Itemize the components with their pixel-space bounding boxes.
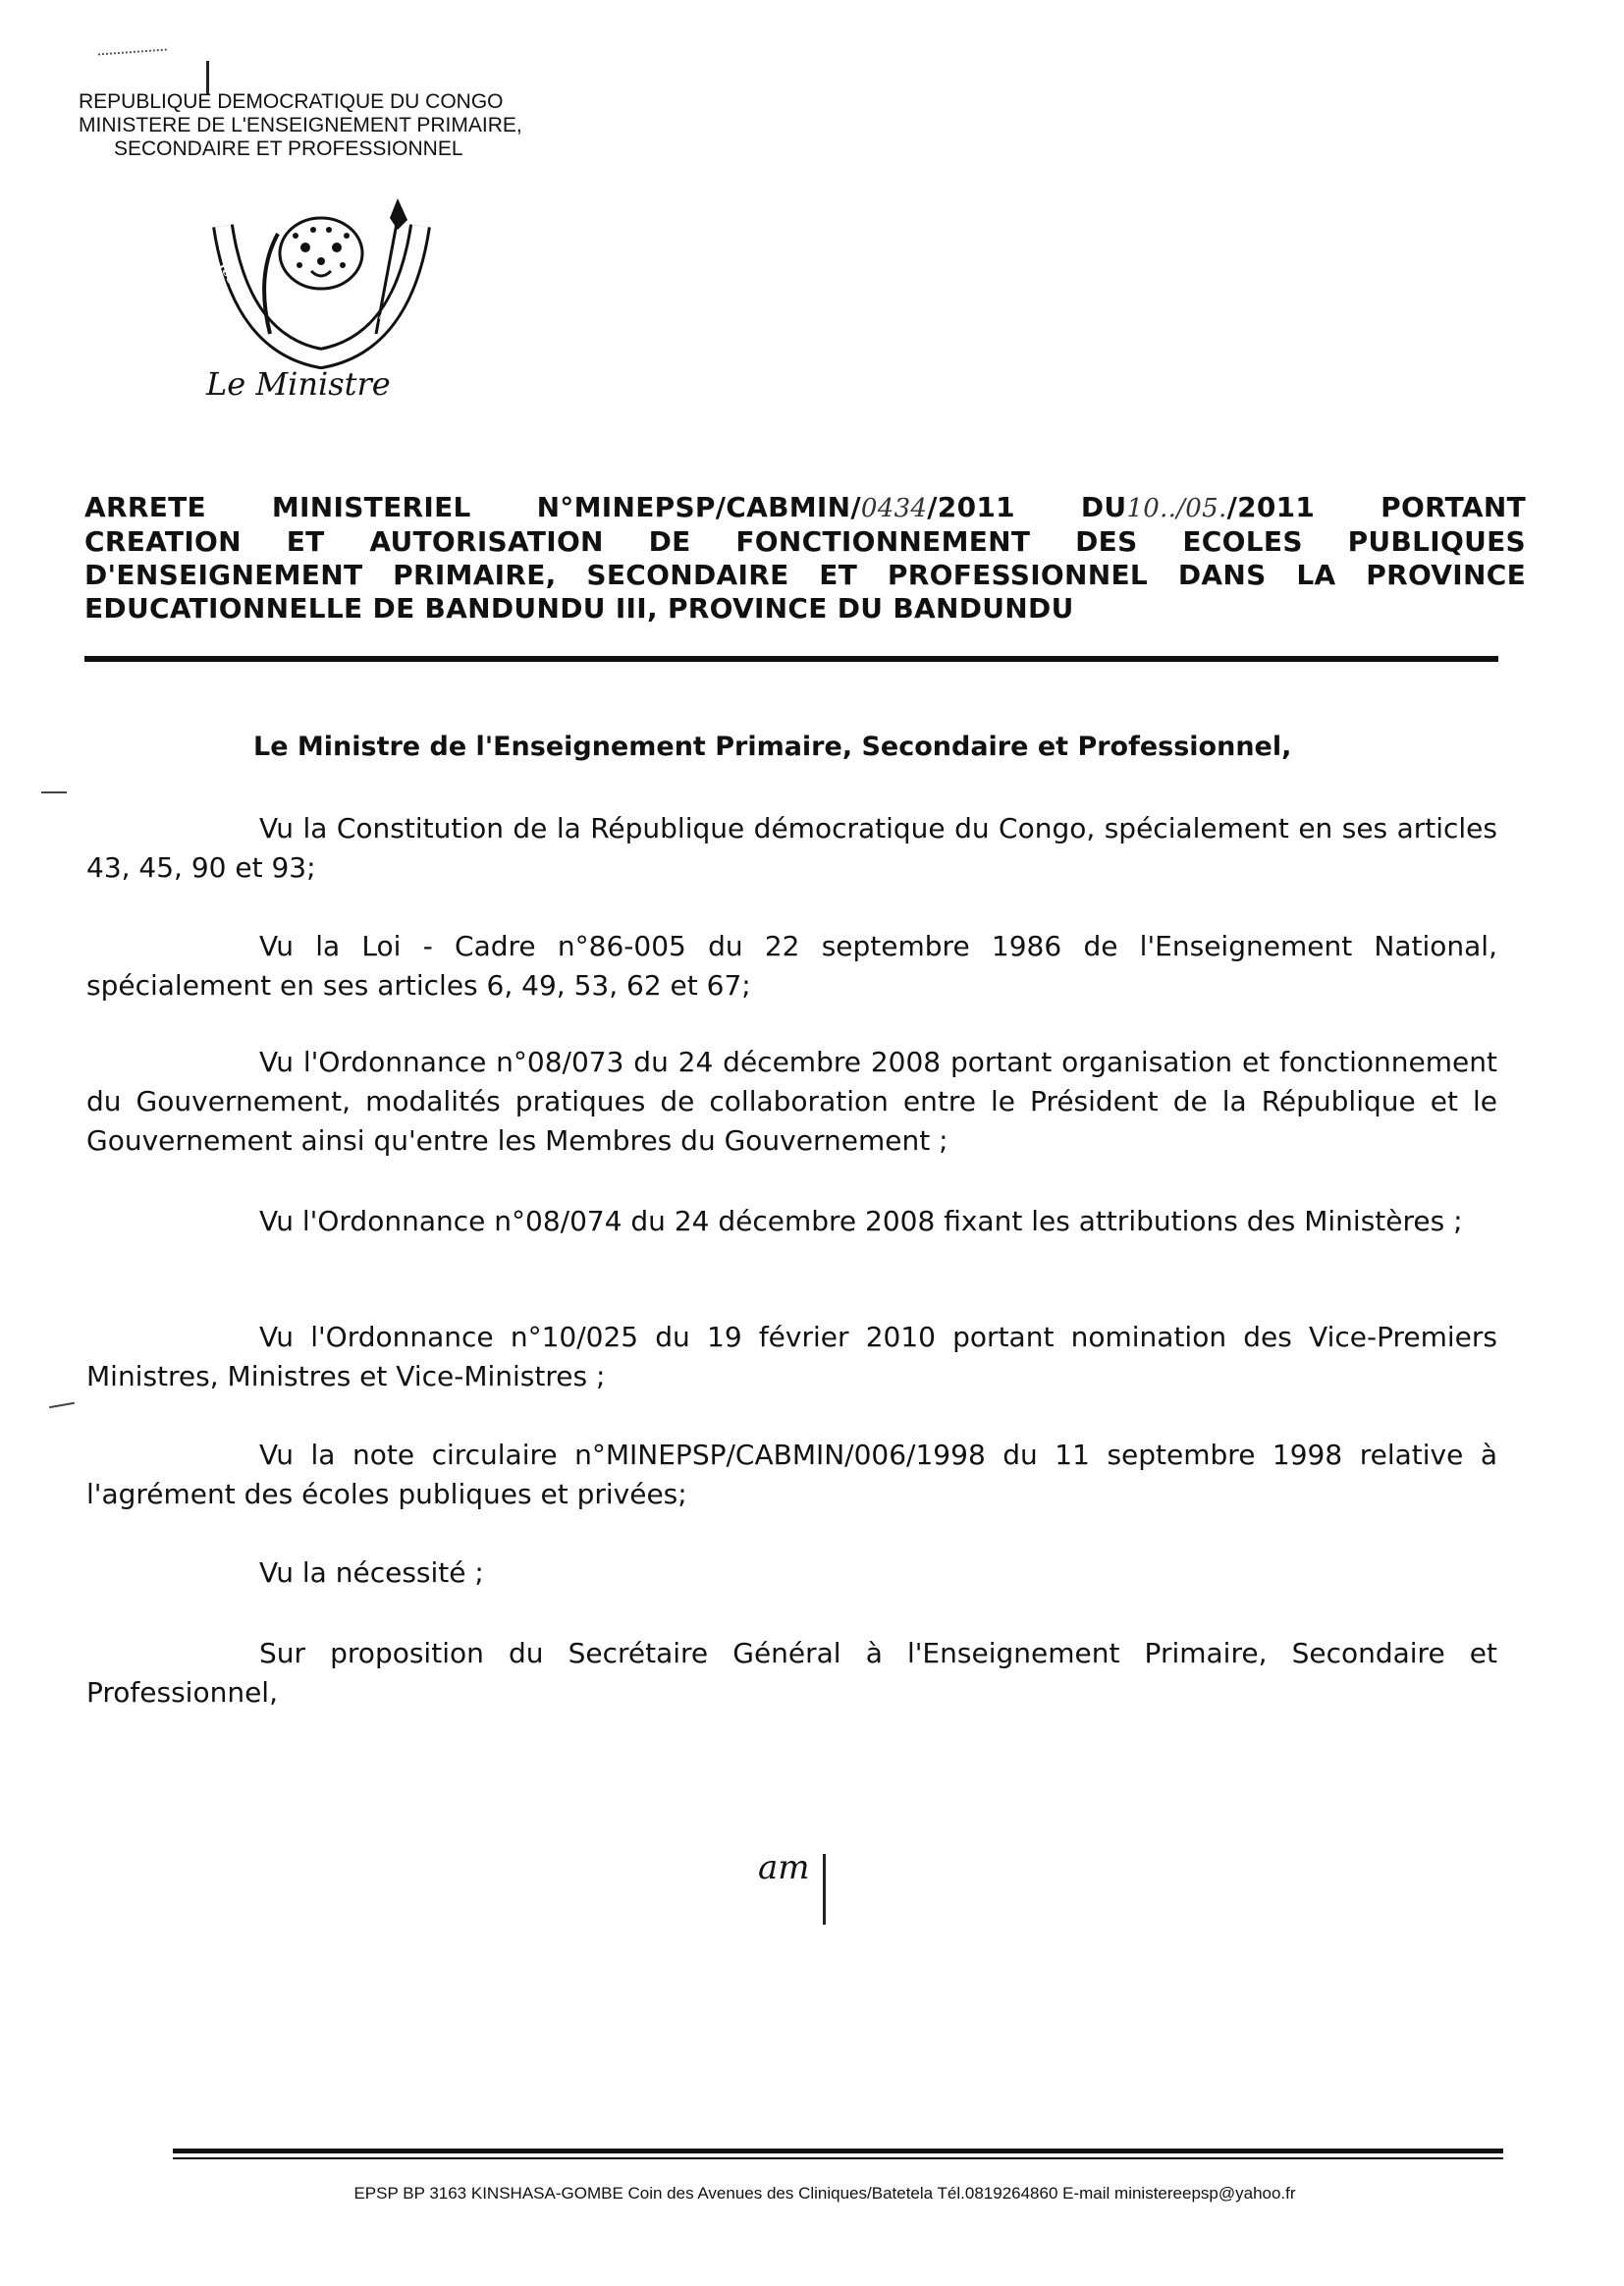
decree-date-handwritten: 10../05. xyxy=(1126,494,1227,523)
decree-title-line-1 xyxy=(84,491,1526,525)
letterhead-ministry-cont: SECONDAIRE ET PROFESSIONNEL xyxy=(114,137,463,160)
letterhead-ministry: MINISTERE DE L'ENSEIGNEMENT PRIMAIRE, xyxy=(79,114,522,136)
margin-mark xyxy=(41,791,67,793)
decree-title-du: /2011 DU xyxy=(927,491,1127,523)
decree-title-prefix: ARRETE MINISTERIEL N°MINEPSP/CABMIN/ xyxy=(84,491,861,523)
letterhead-republic: REPUBLIQUE DEMOCRATIQUE DU CONGO xyxy=(79,90,504,113)
scan-scribble xyxy=(98,49,167,59)
decree-number-handwritten: 0434 xyxy=(860,494,928,523)
footer-rule xyxy=(173,2149,1503,2153)
pen-mark xyxy=(206,61,209,94)
footer-rule-thin xyxy=(173,2157,1503,2159)
signatory-title: Le Ministre xyxy=(206,365,391,403)
emblem-motto-right: TRAVAIL xyxy=(377,270,414,324)
letterhead xyxy=(79,90,522,161)
preamble-heading: Le Ministre de l'Enseignement Primaire, Secondaire et Professionnel, xyxy=(253,732,1292,762)
decree-title-line-4: EDUCATIONNELLE DE BANDUNDU III, PROVINCE DU BANDUNDU xyxy=(84,592,1074,625)
margin-mark xyxy=(49,1402,75,1408)
decree-title-portant: /2011 PORTANT xyxy=(1226,491,1526,523)
considerant-5: Vu l'Ordonnance n°10/025 du 19 février 2010 portant nomination des Vice-Premiers Ministres, Ministres et Vice-Ministres ; xyxy=(86,1321,1497,1392)
handwritten-initials: am xyxy=(758,1848,810,1887)
considerant-6: Vu la note circulaire n°MINEPSP/CABMIN/006/1998 du 11 septembre 1998 relative à l'agrément des écoles publiques et privées; xyxy=(86,1439,1497,1510)
footer-address: EPSP BP 3163 KINSHASA-GOMBE Coin des Avenues des Cliniques/Batetela Tél.0819264860 E-mail ministereepsp@yahoo.fr xyxy=(353,2184,1296,2203)
considerant-7: Vu la nécessité ; xyxy=(259,1556,484,1589)
considerant-4: Vu l'Ordonnance n°08/074 du 24 décembre 2008 fixant les attributions des Ministères ; xyxy=(259,1205,1463,1237)
considerant-1: Vu la Constitution de la République démocratique du Congo, spécialement en ses articles 43, 45, 90 et 93; xyxy=(86,812,1497,884)
emblem-motto-left: JUSTICE xyxy=(216,260,252,313)
leopard-head-icon xyxy=(280,218,362,289)
decree-title-line-2: CREATION ET AUTORISATION DE FONCTIONNEMENT DES ECOLES PUBLIQUES xyxy=(84,525,1526,558)
initials-stroke xyxy=(823,1854,826,1925)
decree-title xyxy=(84,491,1526,626)
considerant-2: Vu la Loi - Cadre n°86-005 du 22 septembre 1986 de l'Enseignement National, spécialement en ses articles 6, 49, 53, 62 et 67; xyxy=(86,930,1497,1002)
coat-of-arms-emblem xyxy=(201,196,442,383)
title-underline xyxy=(84,656,1498,662)
considerant-3: Vu l'Ordonnance n°08/073 du 24 décembre 2008 portant organisation et fonctionnement du Gouvernement, modalités pratiques de collaboration entre le Président de la République et le Gouvernement ainsi qu'entre les Membres du Gouvernement ; xyxy=(86,1046,1497,1157)
emblem-motto-center: PAIX xyxy=(305,352,335,364)
decree-title-line-3: D'ENSEIGNEMENT PRIMAIRE, SECONDAIRE ET PROFESSIONNEL DANS LA PROVINCE xyxy=(84,559,1526,591)
considerant-8: Sur proposition du Secrétaire Général à l'Enseignement Primaire, Secondaire et Professionnel, xyxy=(86,1637,1497,1709)
